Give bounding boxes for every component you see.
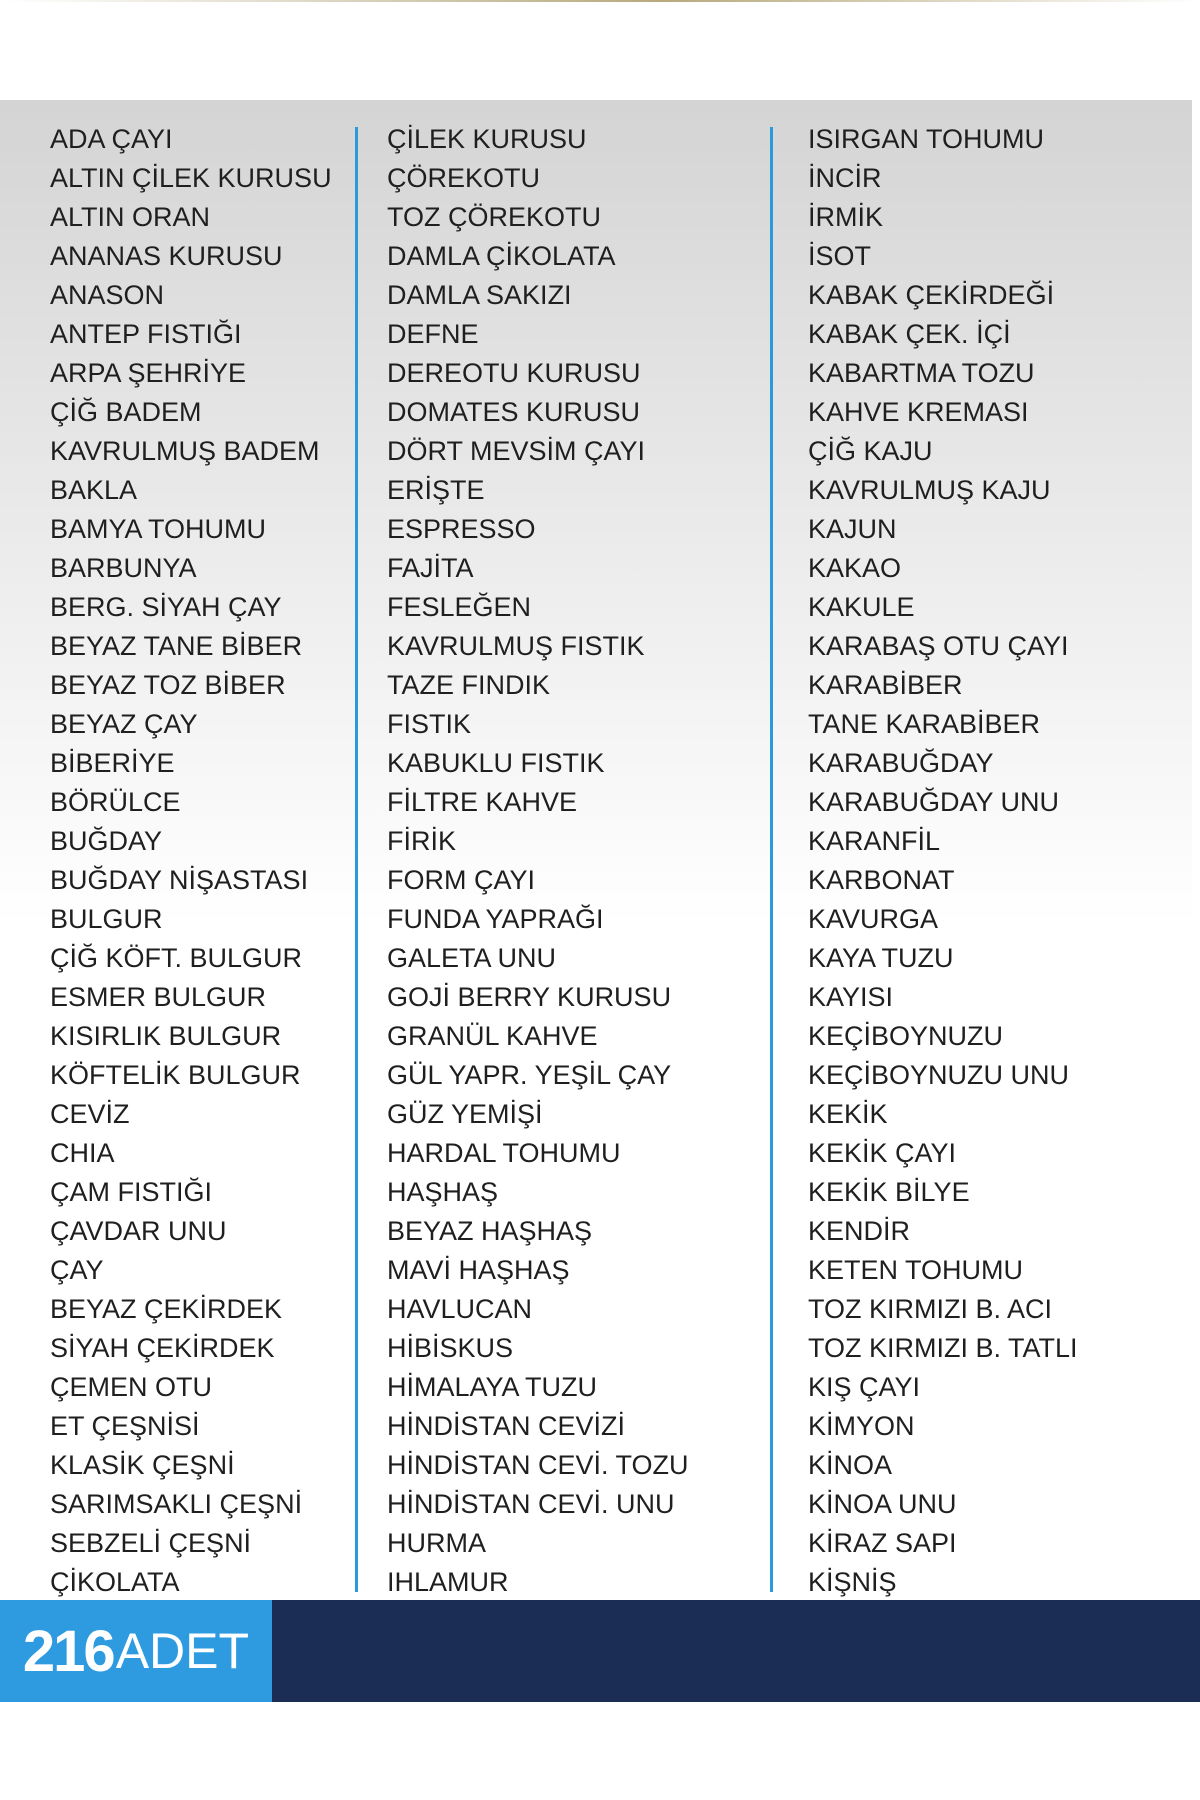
list-item: GALETA UNU bbox=[387, 943, 557, 973]
column-divider bbox=[355, 127, 358, 1592]
list-item: BEYAZ TOZ BİBER bbox=[50, 670, 286, 700]
list-item: ADA ÇAYI bbox=[50, 124, 173, 154]
list-item: FAJİTA bbox=[387, 553, 474, 583]
list-item: TAZE FINDIK bbox=[387, 670, 551, 700]
list-item: DÖRT MEVSİM ÇAYI bbox=[387, 436, 646, 466]
list-item: KABARTMA TOZU bbox=[808, 358, 1035, 388]
list-item: BUĞDAY NİŞASTASI bbox=[50, 865, 309, 895]
list-item: BERG. SİYAH ÇAY bbox=[50, 592, 282, 622]
list-item: KARABAŞ OTU ÇAYI bbox=[808, 631, 1069, 661]
list-item: ISIRGAN TOHUMU bbox=[808, 124, 1045, 154]
list-item: ET ÇEŞNİSİ bbox=[50, 1411, 200, 1441]
list-item: ÇAY bbox=[50, 1255, 104, 1285]
list-item: BUĞDAY bbox=[50, 826, 163, 856]
list-item: KAKULE bbox=[808, 592, 915, 622]
list-item: İSOT bbox=[808, 241, 872, 271]
list-item: KEKİK BİLYE bbox=[808, 1177, 970, 1207]
list-item: KAYISI bbox=[808, 982, 894, 1012]
list-item: KİMYON bbox=[808, 1411, 915, 1441]
list-item: ÇİĞ KÖFT. BULGUR bbox=[50, 943, 303, 973]
list-item: ARPA ŞEHRİYE bbox=[50, 358, 247, 388]
list-item: ÇİLEK KURUSU bbox=[387, 124, 587, 154]
list-item: SARIMSAKLI ÇEŞNİ bbox=[50, 1489, 303, 1519]
list-item: KAVURGA bbox=[808, 904, 939, 934]
list-item: HİBİSKUS bbox=[387, 1333, 514, 1363]
list-item: HİNDİSTAN CEVİ. TOZU bbox=[387, 1450, 689, 1480]
list-item: TOZ KIRMIZI B. TATLI bbox=[808, 1333, 1078, 1363]
list-item: KARBONAT bbox=[808, 865, 955, 895]
list-item: GÜL YAPR. YEŞİL ÇAY bbox=[387, 1060, 672, 1090]
list-item: BEYAZ TANE BİBER bbox=[50, 631, 303, 661]
list-item: BEYAZ ÇEKİRDEK bbox=[50, 1294, 283, 1324]
list-item: HAVLUCAN bbox=[387, 1294, 533, 1324]
list-item: ALTIN ÇİLEK KURUSU bbox=[50, 163, 332, 193]
list-item: ESMER BULGUR bbox=[50, 982, 267, 1012]
list-item: KİNOA UNU bbox=[808, 1489, 957, 1519]
list-item: KAHVE KREMASI bbox=[808, 397, 1029, 427]
list-item: ÇEMEN OTU bbox=[50, 1372, 212, 1402]
list-item: HURMA bbox=[387, 1528, 486, 1558]
list-item: TANE KARABİBER bbox=[808, 709, 1041, 739]
list-item: SİYAH ÇEKİRDEK bbox=[50, 1333, 275, 1363]
list-item: FİRİK bbox=[387, 826, 457, 856]
list-item: ÇİĞ BADEM bbox=[50, 397, 202, 427]
list-item: ÇİĞ KAJU bbox=[808, 436, 933, 466]
list-item: GRANÜL KAHVE bbox=[387, 1021, 598, 1051]
list-item: ÇAVDAR UNU bbox=[50, 1216, 227, 1246]
list-item: IHLAMUR bbox=[387, 1567, 509, 1597]
list-item: KENDİR bbox=[808, 1216, 911, 1246]
list-item: ALTIN ORAN bbox=[50, 202, 211, 232]
list-item: DEFNE bbox=[387, 319, 479, 349]
list-item: FESLEĞEN bbox=[387, 592, 532, 622]
item-count-unit: ADET bbox=[115, 1623, 250, 1679]
list-item: TOZ ÇÖREKOTU bbox=[387, 202, 602, 232]
list-item: KAKAO bbox=[808, 553, 902, 583]
item-count-badge bbox=[0, 1600, 272, 1702]
list-item: ANANAS KURUSU bbox=[50, 241, 283, 271]
list-item: KETEN TOHUMU bbox=[808, 1255, 1024, 1285]
list-item: KEÇİBOYNUZU bbox=[808, 1021, 1004, 1051]
product-column-3 bbox=[808, 120, 1078, 1602]
product-column-1 bbox=[50, 120, 332, 1602]
list-item: CHIA bbox=[50, 1138, 115, 1168]
list-item: HARDAL TOHUMU bbox=[387, 1138, 621, 1168]
list-item: BAMYA TOHUMU bbox=[50, 514, 267, 544]
list-item: BAKLA bbox=[50, 475, 138, 505]
list-item: KEÇİBOYNUZU UNU bbox=[808, 1060, 1070, 1090]
list-item: ÇÖREKOTU bbox=[387, 163, 541, 193]
list-item: HAŞHAŞ bbox=[387, 1177, 499, 1207]
list-item: SEBZELİ ÇEŞNİ bbox=[50, 1528, 252, 1558]
list-item: KARABUĞDAY UNU bbox=[808, 787, 1060, 817]
list-item: KİŞNİŞ bbox=[808, 1567, 897, 1597]
list-item: KABAK ÇEK. İÇİ bbox=[808, 319, 1011, 349]
list-item: KEKİK bbox=[808, 1099, 888, 1129]
list-item: GOJİ BERRY KURUSU bbox=[387, 982, 672, 1012]
list-item: KAVRULMUŞ KAJU bbox=[808, 475, 1051, 505]
list-item: KABAK ÇEKİRDEĞİ bbox=[808, 280, 1055, 310]
list-item: BEYAZ ÇAY bbox=[50, 709, 198, 739]
list-item: KAYA TUZU bbox=[808, 943, 954, 973]
list-item: KEKİK ÇAYI bbox=[808, 1138, 957, 1168]
list-item: ESPRESSO bbox=[387, 514, 536, 544]
list-item: GÜZ YEMİŞİ bbox=[387, 1099, 543, 1129]
list-item: KISIRLIK BULGUR bbox=[50, 1021, 282, 1051]
product-column-2 bbox=[387, 120, 689, 1602]
list-item: HİNDİSTAN CEVİZİ bbox=[387, 1411, 626, 1441]
list-item: FUNDA YAPRAĞI bbox=[387, 904, 604, 934]
list-item: FORM ÇAYI bbox=[387, 865, 535, 895]
list-item: BARBUNYA bbox=[50, 553, 197, 583]
list-item: CEVİZ bbox=[50, 1099, 130, 1129]
list-item: İNCİR bbox=[808, 163, 882, 193]
list-item: DEREOTU KURUSU bbox=[387, 358, 641, 388]
list-item: MAVİ HAŞHAŞ bbox=[387, 1255, 570, 1285]
list-item: KIŞ ÇAYI bbox=[808, 1372, 921, 1402]
list-item: KARANFİL bbox=[808, 826, 941, 856]
column-divider bbox=[770, 127, 773, 1592]
list-item: KARABUĞDAY bbox=[808, 748, 994, 778]
item-count-number: 216 bbox=[22, 1618, 114, 1684]
list-item: BİBERİYE bbox=[50, 748, 175, 778]
list-item: ERİŞTE bbox=[387, 475, 485, 505]
list-item: KLASİK ÇEŞNİ bbox=[50, 1450, 235, 1480]
list-item: KÖFTELİK BULGUR bbox=[50, 1060, 301, 1090]
list-item: ÇAM FISTIĞI bbox=[50, 1177, 212, 1207]
list-item: İRMİK bbox=[808, 202, 884, 232]
list-item: ANTEP FISTIĞI bbox=[50, 319, 242, 349]
list-item: BÖRÜLCE bbox=[50, 787, 181, 817]
right-margin bbox=[1192, 100, 1200, 1700]
list-item: DAMLA SAKIZI bbox=[387, 280, 572, 310]
list-item: ANASON bbox=[50, 280, 165, 310]
list-item: KAVRULMUŞ BADEM bbox=[50, 436, 320, 466]
list-item: FISTIK bbox=[387, 709, 472, 739]
list-item: BEYAZ HAŞHAŞ bbox=[387, 1216, 593, 1246]
list-item: KAJUN bbox=[808, 514, 897, 544]
list-item: KİNOA bbox=[808, 1450, 893, 1480]
list-item: ÇİKOLATA bbox=[50, 1567, 180, 1597]
list-item: KARABİBER bbox=[808, 670, 963, 700]
list-item: KABUKLU FISTIK bbox=[387, 748, 605, 778]
list-item: DAMLA ÇİKOLATA bbox=[387, 241, 616, 271]
list-item: KAVRULMUŞ FISTIK bbox=[387, 631, 645, 661]
top-rule bbox=[0, 0, 1200, 2]
list-item: BULGUR bbox=[50, 904, 163, 934]
list-item: TOZ KIRMIZI B. ACI bbox=[808, 1294, 1053, 1324]
list-item: KİRAZ SAPI bbox=[808, 1528, 957, 1558]
list-item: HİNDİSTAN CEVİ. UNU bbox=[387, 1489, 675, 1519]
list-item: FİLTRE KAHVE bbox=[387, 787, 578, 817]
list-item: DOMATES KURUSU bbox=[387, 397, 641, 427]
list-item: HİMALAYA TUZU bbox=[387, 1372, 598, 1402]
